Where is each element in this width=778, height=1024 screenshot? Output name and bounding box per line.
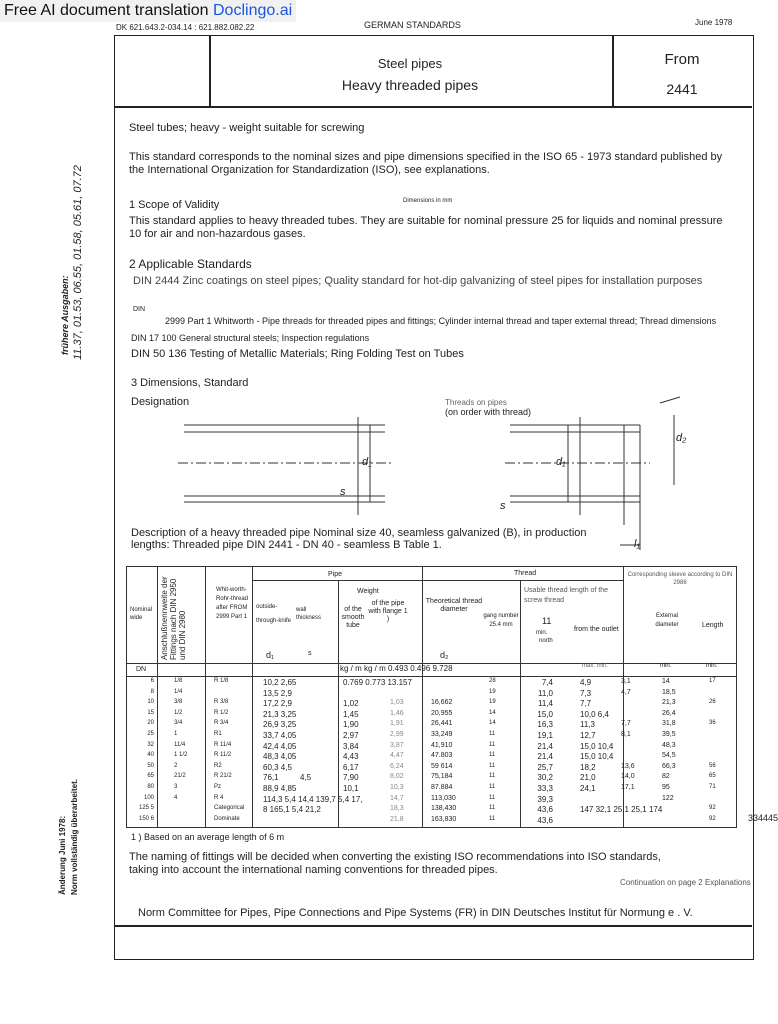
subtitle: Steel tubes; heavy - weight suitable for screwing [129, 122, 365, 134]
table-cell-lmin: 21,4 [537, 752, 553, 762]
table-cell-wf: 18,3 [390, 805, 404, 813]
th-min-len: min. [706, 663, 718, 669]
table-cell-l2: 14,0 [621, 773, 635, 781]
table-cell-lmin: 7,4 [541, 678, 553, 687]
table-cell-lmin: 30,2 [537, 773, 553, 783]
table-cell-l2: 3,1 [621, 678, 631, 685]
table-cell-l1: 15,0 10,4 [580, 741, 614, 751]
description-paragraph: Description of a heavy threaded pipe Nominal size 40, seamless galvanized (B), in production lengths: Threaded pipe DIN 2441 - DN 40 - seamless B Table 1. [131, 527, 587, 551]
table-cell-dn: 100 [143, 794, 154, 801]
table-cell-d2: 41,910 [431, 741, 453, 749]
table-cell-ext: 54,5 [662, 752, 676, 760]
table-cell-d1: 13,5 2,9 [263, 688, 292, 698]
label-s-left: s [340, 486, 346, 498]
table-cell-w: 1,90 [343, 720, 359, 730]
table-cell-d2: 20,955 [431, 709, 453, 717]
th-wall: wall thickness [296, 607, 322, 621]
th-nominal: Nominal wide [130, 607, 153, 621]
from-label: From [664, 51, 700, 68]
change-label: Änderung Juni 1978: [58, 815, 67, 895]
din-label: DIN [133, 306, 146, 313]
th-whitworth: Whit-worth-Rohr-thread after FROM 2999 Part 1 [216, 587, 249, 620]
table-cell-l1: 12,7 [580, 731, 596, 740]
table-cell-fit: 21/2 [174, 773, 186, 780]
table-cell-w: 4,43 [343, 752, 359, 762]
th-min-ext: min. [660, 663, 672, 669]
dk-code: DK 621.643.2-034.14 : 621.882.082.22 [116, 23, 255, 32]
table-cell-thr: Categorical [214, 805, 245, 812]
table-cell-wf: 3,87 [390, 741, 404, 749]
section-1-heading: 1 Scope of Validity [129, 199, 220, 211]
table-cell-len: 65 [709, 773, 716, 780]
table-cell-l1: 15,0 10,4 [580, 752, 614, 762]
table-cell-d2: 26,441 [431, 720, 453, 728]
th-maxmin: max. min. [582, 663, 609, 669]
th-units: kg / m kg / m 0.493 0.496 9.728 [340, 664, 453, 673]
table-cell-thr: R 1/2 [214, 709, 229, 716]
table-cell-w: 3,84 [343, 741, 359, 751]
table-cell-fit: 1/8 [174, 678, 183, 684]
table-cell-wf: 6,24 [390, 762, 404, 770]
dimensions-note: Dimensions in mm [403, 198, 453, 204]
table-cell-ext: 122 [662, 794, 674, 802]
th-s: s [308, 650, 312, 657]
table-cell-g: 11 [489, 741, 496, 748]
table-cell-l1: 4,9 [580, 678, 592, 687]
table-cell-g: 11 [489, 794, 496, 801]
table-cell-g: 11 [489, 773, 496, 780]
table-cell-d1: 76,1 [263, 773, 279, 783]
table-cell-d1: 48,3 4,05 [263, 752, 297, 762]
table-cell-g: 11 [489, 731, 496, 737]
table-cell-l2: 7,7 [621, 720, 631, 728]
table-cell-ext: 31,8 [662, 720, 676, 728]
table-cell-d1: 26,9 3,25 [263, 720, 297, 730]
table-cell-dn: 6 [150, 678, 154, 684]
table-cell-lmin: 33,3 [537, 784, 553, 793]
change-text: Norm vollständig überarbeitet. [70, 778, 79, 895]
applicable-standard-din-2444: DIN 2444 Zinc coatings on steel pipes; Quality standard for hot-dip galvanizing of steel pipes for installation purposes [133, 275, 703, 287]
table-cell-thr: Dominate [214, 815, 240, 822]
table-cell-ext: 14 [662, 678, 670, 685]
table-cell-l2: 13,6 [621, 762, 635, 770]
previous-editions-label: frühere Ausgaben: [60, 275, 70, 355]
table-cell-ext: 21,3 [662, 699, 676, 707]
table-cell-l1: 147 32,1 25,1 25,1 174 [580, 805, 663, 815]
table-cell-w: 10,1 [343, 784, 359, 793]
table-cell-lmin: 39,3 [537, 794, 553, 804]
intro-paragraph: This standard corresponds to the nominal sizes and pipe dimensions specified in the ISO 65 - 1973 standard published by the International Organization for Standardization (ISO), see explanations. [129, 151, 723, 176]
th-min: min. [536, 630, 548, 636]
designation-label: Designation [131, 396, 190, 408]
table-cell-wf: 4,47 [390, 752, 404, 760]
th-sleeve: Corresponding sleeve according to DIN 2986 [627, 572, 733, 586]
section-2-heading: 2 Applicable Standards [129, 257, 252, 271]
table-cell-d2: 59 614 [431, 762, 453, 770]
table-cell-dn: 10 [147, 699, 154, 706]
table-cell-fit: 1/2 [174, 709, 183, 716]
previous-editions-dates: 11.37, 01.53, 06.55, 01.58, 05.61, 07.72 [72, 165, 84, 360]
table-cell-d1b: 4,5 [300, 773, 312, 783]
section-3-heading: 3 Dimensions, Standard [131, 377, 249, 389]
table-cell-len: 56 [709, 762, 716, 769]
table-cell-wf: 1,46 [390, 709, 404, 717]
standard-number: 2441 [666, 81, 698, 97]
table-cell-len: 36 [709, 720, 716, 727]
table-cell-d2: 138,430 [431, 805, 457, 813]
label-d1-right: d₁ [556, 456, 566, 468]
thread-note: (on order with thread) [445, 407, 532, 417]
table-cell-fit: 4 [174, 794, 178, 801]
table-cell-fit: 3/8 [174, 699, 183, 706]
table-cell-lmin: 11,0 [538, 688, 553, 698]
applicable-standard-din-17100: DIN 17 100 General structural steels; Inspection regulations [131, 333, 370, 343]
table-cell-fit: 3 [174, 784, 178, 790]
table-cell-d1: 8 165,1 5,4 21,2 [263, 805, 321, 815]
table-cell-g: 28 [489, 678, 496, 684]
table-cell-d2: 113,030 [431, 794, 456, 802]
table-cell-wf: 8,02 [390, 773, 404, 781]
applicable-standard-din-2999: 2999 Part 1 Whitworth - Pipe threads for threaded pipes and fittings; Cylinder internal thread and taper external thread; Thread dimensions [165, 316, 717, 326]
label-s-right: s [500, 500, 506, 512]
table-cell-lmin: 43,6 [537, 805, 553, 815]
thread-note-top: Threads on pipes [445, 398, 507, 407]
table-cell-thr: R 11/4 [214, 741, 232, 748]
table-cell-l1: 10,0 6,4 [580, 709, 609, 719]
table-cell-l1: 21,0 [580, 773, 596, 783]
th-outside: outside-through-knife [256, 604, 292, 624]
table-cell-w: 7,90 [343, 773, 359, 783]
table-cell-thr: R 21/2 [214, 773, 232, 780]
table-cell-dn: 125 5 [138, 805, 154, 812]
table-cell-dn: 80 [147, 784, 154, 790]
table-cell-l1: 11,3 [580, 720, 595, 730]
table-cell-lmin: 16,3 [537, 720, 553, 730]
table-cell-fit: 1/4 [174, 688, 183, 695]
table-cell-d1: 88,9 4,85 [263, 784, 297, 793]
table-cell-ext: 66,3 [662, 762, 676, 770]
banner-text: Free AI document translation [4, 2, 213, 19]
applicable-standard-din-50136: DIN 50 136 Testing of Metallic Materials; Ring Folding Test on Tubes [131, 348, 464, 360]
naming-paragraph: The naming of fittings will be decided when converting the existing ISO recommendations into ISO standards, taking into account the international naming conventions for threaded pipes. [129, 851, 661, 876]
table-cell-d2: 163,830 [431, 815, 457, 823]
label-l1: l₁ [634, 538, 640, 550]
table-cell-l2: 17,1 [621, 784, 635, 791]
table-cell-lmin: 11,4 [538, 699, 553, 709]
section-1-text: This standard applies to heavy threaded tubes. They are suitable for nominal pressure 25 for liquids and nominal pressure 10 for air and non-hazardous gases. [129, 215, 723, 240]
committee-line: Norm Committee for Pipes, Pipe Connections and Pipe Systems (FR) in DIN Deutsches Institut für Normung e . V. [138, 907, 693, 919]
table-cell-d1: 60,3 4,5 [263, 762, 292, 772]
table-cell-thr: R1 [214, 731, 222, 737]
smooth-pipe-drawing [178, 417, 392, 515]
table-cell-lmin: 15,0 [537, 709, 553, 719]
table-cell-dn: 150 6 [138, 815, 154, 822]
table-cell-l1: 24,1 [580, 784, 596, 793]
table-cell-thr: R 4 [214, 794, 224, 801]
title-line-1: Steel pipes [377, 56, 443, 71]
table-cell-lmin: 19,1 [537, 731, 553, 740]
th-eleven: 11 [542, 616, 552, 626]
table-cell-wf: 10,3 [390, 784, 404, 791]
table-cell-dn: 32 [147, 741, 154, 748]
th-with-flange: of the pipe with flange 1 ) [368, 600, 408, 623]
table-cell-d2: 75,184 [431, 773, 453, 781]
table-cell-l2: 4,7 [621, 688, 631, 696]
table-cell-g: 19 [489, 688, 496, 695]
table-cell-dn: 25 [147, 731, 154, 737]
table-cell-g: 14 [489, 720, 496, 727]
table-cell-d1: 21,3 3,25 [263, 709, 297, 719]
th-weight: Weight [357, 588, 379, 595]
table-cell-g: 19 [489, 699, 496, 706]
table-cell-len: 92 [709, 805, 716, 812]
table-cell-wf: 21,8 [390, 815, 404, 823]
table-cell-fit: 1 1/2 [174, 752, 188, 759]
table-cell-dn: 65 [147, 773, 154, 780]
table-cell-d2: 33,249 [431, 731, 453, 738]
th-external-diameter: External diameter [655, 613, 679, 628]
th-d2: d₂ [440, 650, 449, 660]
table-cell-l1: 7,3 [580, 688, 592, 698]
table-cell-w: 6,17 [343, 762, 359, 772]
table-cell-len: 92 [709, 815, 716, 822]
org-name: GERMAN STANDARDS [364, 20, 461, 30]
issue-date: June 1978 [695, 18, 733, 27]
edge-number: 334445 [748, 813, 778, 823]
table-cell-w: 0.769 0.773 13.157 [343, 678, 412, 687]
table-cell-d1: 17,2 2,9 [263, 699, 292, 709]
table-cell-wf: 14,7 [390, 794, 404, 802]
table-cell-dn: 40 [147, 752, 154, 759]
th-fittings: Anschlußnennweite der Fittings nach DIN 2950 und DIN 2980 [160, 576, 187, 660]
table-cell-l2: 8,1 [621, 731, 631, 738]
table-cell-fit: 1 [174, 731, 178, 737]
th-theoretical-diameter: Theoretical thread diameter [425, 598, 483, 613]
table-cell-dn: 15 [147, 709, 154, 716]
table-cell-ext: 82 [662, 773, 670, 781]
table-cell-fit: 2 [174, 762, 178, 769]
table-cell-g: 11 [489, 784, 496, 790]
table-cell-thr: R 11/2 [214, 752, 232, 759]
th-d1: d₁ [266, 650, 275, 660]
table-cell-wf: 1,03 [390, 699, 404, 707]
table-cell-d2: 87.884 [431, 784, 453, 791]
table-cell-thr: R 3/4 [214, 720, 229, 727]
table-cell-ext: 18,5 [662, 688, 676, 696]
table-cell-d1: 42,4 4,05 [263, 741, 297, 751]
table-cell-d1: 114,3 5,4 14,4 139,7 5,4 17, [263, 794, 363, 804]
footnote: 1 ) Based on an average length of 6 m [131, 832, 285, 842]
th-dn: DN [136, 666, 147, 673]
table-cell-lmin: 21,4 [537, 741, 553, 751]
table-cell-dn: 8 [150, 688, 154, 695]
label-d1-left: d₁ [362, 456, 372, 468]
table-cell-fit: 11/4 [174, 741, 186, 748]
th-gang-number: gang number 25.4 mm [483, 613, 519, 628]
table-cell-l1: 18,2 [580, 762, 596, 772]
table-cell-thr: Pz [214, 784, 222, 790]
continuation-note: Continuation on page 2 Explanations [620, 878, 751, 887]
banner-brand-link[interactable]: Doclingo.ai [213, 2, 293, 19]
table-cell-d2: 16,662 [431, 699, 453, 707]
translation-banner[interactable] [0, 0, 296, 22]
th-thread: Thread [514, 570, 537, 577]
table-cell-thr: R2 [214, 762, 222, 769]
table-cell-w: 1,45 [343, 709, 359, 719]
table-cell-ext: 26,4 [662, 709, 676, 717]
table-cell-ext: 48,3 [662, 741, 676, 749]
th-smooth-tube: of the smooth tube [341, 606, 365, 629]
table-cell-len: 26 [709, 699, 716, 706]
table-cell-thr: R 3/8 [214, 699, 229, 706]
table-cell-g: 14 [489, 709, 496, 716]
table-cell-dn: 50 [147, 762, 154, 769]
table-cell-l1: 7,7 [580, 699, 592, 709]
table-cell-w: 2,97 [343, 731, 359, 740]
table-cell-len: 17 [709, 678, 716, 684]
table-cell-thr: R 1/8 [214, 678, 229, 684]
table-cell-wf: 2,99 [390, 731, 404, 738]
th-length: Length [702, 622, 724, 629]
table-cell-ext: 39,5 [662, 731, 676, 738]
th-pipe: Pipe [328, 571, 343, 578]
label-d2: d₂ [676, 432, 687, 444]
th-usable-length: Usable thread length of the screw thread [524, 587, 609, 604]
table-cell-lmin: 25,7 [537, 762, 553, 772]
title-line-2: Heavy threaded pipes [341, 77, 479, 93]
table-cell-len: 71 [709, 784, 716, 790]
table-cell-g: 11 [489, 752, 496, 759]
th-from-outlet: from the outlet [574, 626, 619, 633]
table-cell-d2: 47.803 [431, 752, 453, 760]
table-cell-dn: 20 [147, 720, 154, 727]
table-cell-fit: 3/4 [174, 720, 183, 727]
table-cell-d1: 10,2 2,65 [263, 678, 297, 687]
table-cell-w: 1,02 [343, 699, 359, 709]
table-cell-wf: 1,91 [390, 720, 404, 728]
table-cell-ext: 95 [662, 784, 670, 791]
table-cell-d1: 33,7 4,05 [263, 731, 297, 740]
table-cell-g: 11 [489, 815, 496, 822]
table-cell-lmin: 43,6 [537, 815, 553, 825]
table-cell-g: 11 [489, 805, 496, 812]
table-cell-g: 11 [489, 762, 496, 769]
th-north: north [539, 638, 553, 644]
